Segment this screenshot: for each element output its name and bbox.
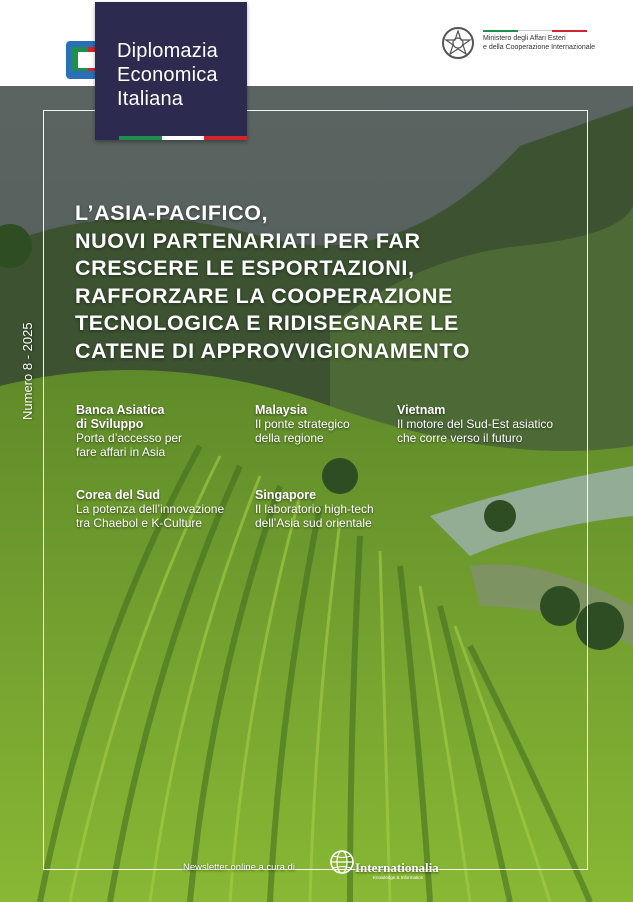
topic-description: La potenza dell’innovazione [76,502,225,516]
topic-heading: di Sviluppo [76,417,144,431]
brand-line: Economica [117,64,218,86]
topic-singapore[interactable] [255,488,374,530]
topic-south-korea[interactable] [76,488,224,530]
topic-description: dell’Asia sud orientale [255,516,372,530]
publication-brand-box [95,2,247,140]
topic-vietnam[interactable] [397,403,553,445]
footer-credit-text: Newsletter online a cura di [183,862,295,873]
title-line: CATENE DI APPROVVIGIONAMENTO [75,338,471,363]
topic-description: tra Chaebol e K-Culture [76,516,203,530]
topic-description: che corre verso il futuro [397,431,523,445]
ministry-logo [441,24,611,64]
topic-description: Porta d’accesso per [76,431,183,445]
topic-heading: Corea del Sud [76,488,161,502]
topic-heading: Vietnam [397,403,446,417]
internationalia-logo[interactable]: Internationalia [355,860,439,875]
ministry-name: Ministero degli Affari Esteri e della Cooperazione Internazionale [483,35,596,51]
topic-description: Il motore del Sud-Est asiatico [397,417,554,431]
topic-heading: Banca Asiatica [76,403,165,417]
ministry-flag-bar [483,30,587,32]
topic-asian-development-bank[interactable] [76,403,182,459]
title-line: TECNOLOGICA E RIDISEGNARE LE [75,311,459,335]
internationalia-tagline: Knowledge & Information [373,875,424,880]
topic-malaysia[interactable] [255,403,350,445]
title-line: L’ASIA-PACIFICO, [75,201,269,225]
brand-line: Diplomazia [117,40,218,62]
title-line: CRESCERE LE ESPORTAZIONI, [75,256,415,280]
republic-emblem-icon [441,24,475,62]
globe-icon [328,848,356,876]
title-line: NUOVI PARTENARIATI PER FAR [75,228,421,253]
topic-heading: Malaysia [255,403,308,417]
topic-description: della regione [255,431,324,445]
topic-description: fare affari in Asia [76,445,166,459]
issue-number: Numero 8 - 2025 [20,322,35,420]
cover-title [75,200,575,365]
brand-line: Italiana [117,88,184,110]
title-line: RAFFORZARE LA COOPERAZIONE [75,283,453,308]
topic-description: Il laboratorio high-tech [255,502,374,516]
footer-credit [183,848,463,878]
topic-heading: Singapore [255,488,317,502]
italian-flag-bar [119,136,247,140]
topic-description: Il ponte strategico [255,417,350,431]
